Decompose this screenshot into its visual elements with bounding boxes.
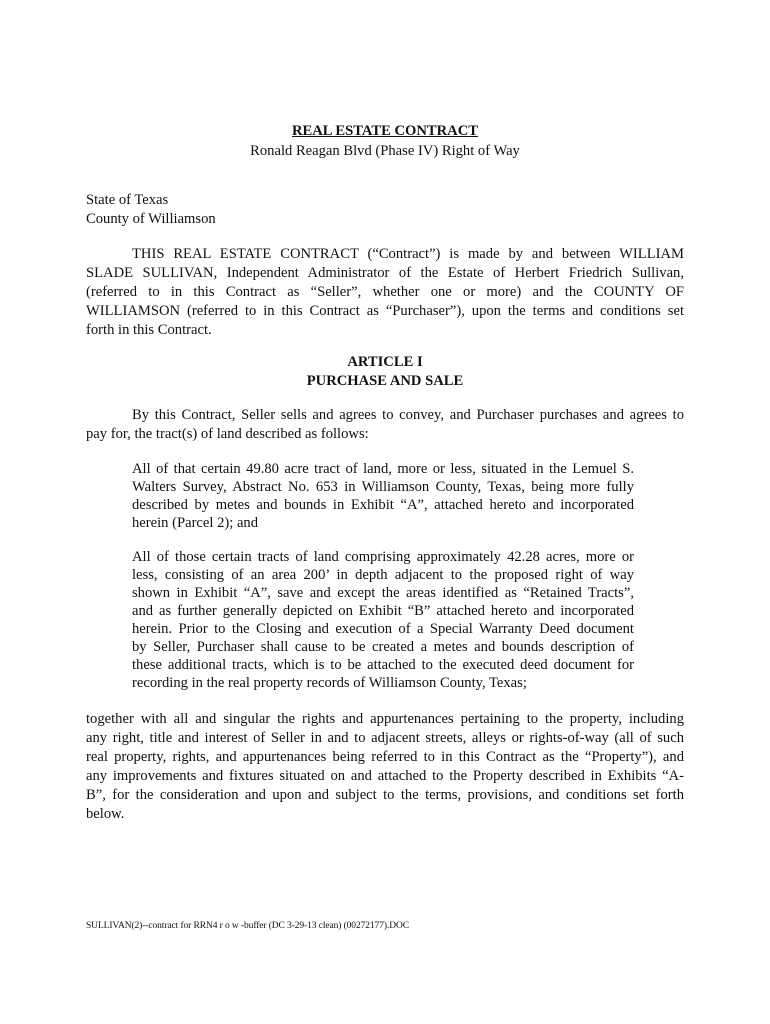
paragraph-line: these additional tracts, which is to be attached to the executed deed document for <box>132 657 634 673</box>
paragraph-line: real property, rights, and appurtenances being referred to in this Contract as the “Property”), and <box>86 749 684 765</box>
paragraph-line: any right, title and interest of Seller in and to adjacent streets, alleys or rights-of-way (all of such <box>86 730 684 746</box>
paragraph-line: forth in this Contract. <box>86 322 212 338</box>
venue-county: County of Williamson <box>86 211 216 227</box>
article-title: PURCHASE AND SALE <box>306 373 464 389</box>
venue-block <box>86 191 216 229</box>
document-header <box>0 121 770 161</box>
paragraph-line: any improvements and fixtures situated on and attached to the Property described in Exhibits “A- <box>86 768 684 784</box>
paragraph-line: SLADE SULLIVAN, Independent Administrator of the Estate of Herbert Friedrich Sullivan, <box>86 265 684 281</box>
paragraph-line: herein. Prior to the Closing and execution of a Special Warranty Deed document <box>132 621 634 637</box>
paragraph-line: THIS REAL ESTATE CONTRACT (“Contract”) is made by and between WILLIAM <box>132 246 684 262</box>
paragraph-line: By this Contract, Seller sells and agrees to convey, and Purchaser purchases and agrees to <box>132 407 684 423</box>
paragraph-line: below. <box>86 806 125 822</box>
paragraph-line: recording in the real property records of Williamson County, Texas; <box>132 675 527 691</box>
paragraph-line: pay for, the tract(s) of land described as follows: <box>86 426 369 442</box>
paragraph-line: All of that certain 49.80 acre tract of land, more or less, situated in the Lemuel S. <box>132 461 634 477</box>
paragraph-line: (referred to in this Contract as “Seller”, whether one or more) and the COUNTY OF <box>86 284 684 300</box>
together-paragraph <box>86 710 684 824</box>
parcel-description-2 <box>132 548 634 692</box>
document-subtitle: Ronald Reagan Blvd (Phase IV) Right of Way <box>250 143 520 159</box>
paragraph-line: and as further generally depicted on Exhibit “B” attached hereto and incorporated <box>132 603 634 619</box>
venue-state: State of Texas <box>86 192 169 208</box>
paragraph-line: herein (Parcel 2); and <box>132 515 259 531</box>
paragraph-line: Walters Survey, Abstract No. 653 in Williamson County, Texas, being more fully <box>132 479 634 495</box>
article-number: ARTICLE I <box>347 354 423 370</box>
intro-paragraph <box>86 245 684 340</box>
document-footer-filename: SULLIVAN(2)--contract for RRN4 r o w -buffer (DC 3-29-13 clean) (00272177).DOC <box>86 921 409 931</box>
paragraph-line: together with all and singular the rights and appurtenances pertaining to the property, including <box>86 711 684 727</box>
paragraph-line: B”, for the consideration and upon and subject to the terms, provisions, and conditions set forth <box>86 787 684 803</box>
parcel-description-1 <box>132 460 634 532</box>
paragraph-line: by Seller, Purchaser shall cause to be created a metes and bounds description of <box>132 639 634 655</box>
paragraph-line: less, consisting of an area 200’ in depth adjacent to the proposed right of way <box>132 567 634 583</box>
paragraph-line: WILLIAMSON (referred to in this Contract as “Purchaser”), upon the terms and conditions set <box>86 303 684 319</box>
paragraph-line: described by metes and bounds in Exhibit “A”, attached hereto and incorporated <box>132 497 634 513</box>
sale-paragraph <box>86 406 684 444</box>
article-heading <box>0 353 770 391</box>
paragraph-line: shown in Exhibit “A”, save and except the areas identified as “Retained Tracts”, <box>132 585 634 601</box>
document-title: REAL ESTATE CONTRACT <box>292 123 478 139</box>
paragraph-line: All of those certain tracts of land comprising approximately 42.28 acres, more or <box>132 549 634 565</box>
